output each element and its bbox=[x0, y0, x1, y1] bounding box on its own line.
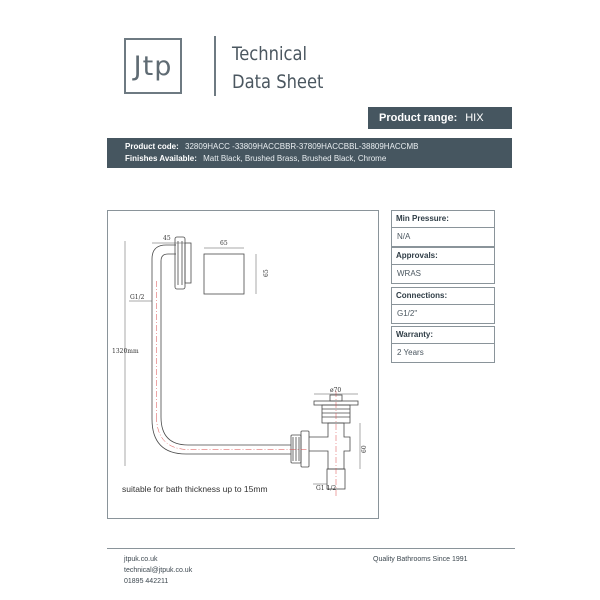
spec-label: Connections: bbox=[392, 288, 494, 305]
footer-contact bbox=[124, 554, 192, 587]
thread-bottom-label: G1 1/2 bbox=[316, 485, 337, 492]
waste-diameter-label: ø70 bbox=[330, 387, 342, 394]
product-info-bar bbox=[107, 138, 512, 168]
filler-head bbox=[175, 237, 185, 289]
logo-text: Jtp bbox=[133, 50, 173, 82]
footer-email[interactable]: technical@jtpuk.co.uk bbox=[124, 567, 193, 574]
dim-plate-height: 65 bbox=[263, 269, 270, 277]
footer-tagline: Quality Bathrooms Since 1991 bbox=[373, 556, 468, 563]
footer-website[interactable]: jtpuk.co.uk bbox=[124, 556, 158, 563]
finishes-label: Finishes Available: bbox=[125, 154, 197, 163]
footer-divider bbox=[107, 548, 515, 549]
header-divider bbox=[214, 36, 216, 96]
spec-value: WRAS bbox=[397, 269, 421, 278]
finishes-value: Matt Black, Brushed Brass, Brushed Black, Chrome bbox=[203, 154, 387, 163]
spec-value: G1/2" bbox=[397, 309, 418, 318]
technical-drawing bbox=[107, 210, 379, 519]
footer-phone: 01895 442211 bbox=[124, 578, 169, 585]
dim-top-width: 45 bbox=[163, 235, 171, 242]
spec-approvals bbox=[391, 247, 495, 284]
total-length-label: 1320mm bbox=[112, 348, 139, 355]
spec-value: 2 Years bbox=[397, 348, 424, 357]
dim-plate-width: 65 bbox=[220, 240, 228, 247]
product-range-bar bbox=[368, 107, 512, 129]
spec-warranty bbox=[391, 326, 495, 363]
title-line-2: Data Sheet bbox=[232, 71, 324, 93]
waste-body bbox=[309, 423, 350, 469]
spec-connections bbox=[391, 287, 495, 324]
bath-filler-drawing bbox=[108, 211, 380, 520]
waste-height-label: 60 bbox=[361, 445, 368, 453]
bath-thickness-note: suitable for bath thickness up to 15mm bbox=[122, 484, 268, 494]
thread-top-label: G1/2 bbox=[130, 294, 145, 301]
mounting-plate bbox=[204, 254, 244, 294]
spec-min-pressure bbox=[391, 210, 495, 247]
product-code-row bbox=[125, 141, 512, 153]
product-range-label: Product range: bbox=[379, 112, 458, 124]
product-code-value: 32809HACC -33809HACCBBR-37809HACCBBL-38809HACCMB bbox=[185, 142, 419, 151]
product-range-value: HIX bbox=[465, 112, 484, 124]
document-title bbox=[232, 40, 323, 96]
title-line-1: Technical bbox=[232, 43, 308, 65]
spec-label: Warranty: bbox=[392, 327, 494, 344]
finishes-row bbox=[125, 153, 512, 165]
product-code-label: Product code: bbox=[125, 142, 179, 151]
spec-value: N/A bbox=[397, 232, 411, 241]
spec-label: Min Pressure: bbox=[392, 211, 494, 228]
spec-label: Approvals: bbox=[392, 248, 494, 265]
jtp-logo bbox=[124, 38, 182, 94]
filler-elbow bbox=[152, 245, 176, 283]
overflow-pipe bbox=[152, 283, 291, 454]
